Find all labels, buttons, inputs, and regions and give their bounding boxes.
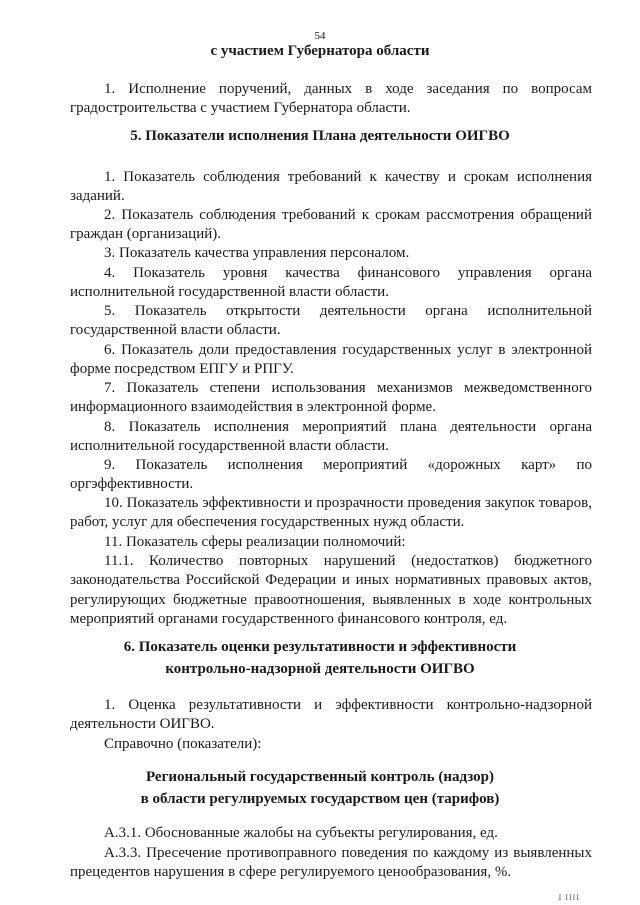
paragraph: 1. Оценка результативности и эффективности контрольно-надзорной деятельности ОИГВО.: [70, 697, 592, 733]
page-number: 54: [314, 30, 326, 42]
section-heading: с участием Губернатора области: [210, 43, 430, 59]
paragraph: 6. Показатель доли предоставления государственных услуг в электронной форме посредством ЕПГУ и РПГУ.: [70, 342, 592, 378]
section-heading-line: контрольно-надзорной деятельности ОИГВО: [165, 661, 475, 677]
paragraph: 2. Показатель соблюдения требований к срокам рассмотрения обращений граждан (организаций).: [70, 207, 592, 243]
section-heading: 5. Показатели исполнения Плана деятельности ОИГВО: [130, 128, 510, 144]
footer-mark: I IIII: [558, 893, 580, 902]
paragraph: 11.1. Количество повторных нарушений (недостатков) бюджетного законодательства Российской Федерации и иных нормативных правовых актов, регулирующих бюджетные правоотношения, выявленных в ходе контрольных мероприятий органами государственного финансового контроля, ед.: [70, 553, 592, 627]
paragraph: 1. Показатель соблюдения требований к качеству и срокам исполнения заданий.: [70, 169, 592, 205]
paragraph: 9. Показатель исполнения мероприятий «дорожных карт» по оргэффективности.: [70, 457, 592, 493]
paragraph: 10. Показатель эффективности и прозрачности проведения закупок товаров, работ, услуг для обеспечения государственных нужд области.: [70, 495, 592, 531]
paragraph: 11. Показатель сферы реализации полномочий:: [104, 534, 406, 550]
paragraph: 3. Показатель качества управления персоналом.: [104, 245, 410, 261]
section-heading-line: Региональный государственный контроль (надзор): [145, 769, 495, 785]
paragraph: Справочно (показатели):: [104, 736, 262, 752]
paragraph: 5. Показатель открытости деятельности органа исполнительной государственной власти области.: [70, 303, 592, 339]
paragraph: 7. Показатель степени использования механизмов межведомственного информационного взаимодействия в электронной форме.: [70, 380, 592, 416]
paragraph: А.3.3. Пресечение противоправного поведения по каждому из выявленных прецедентов нарушения в сфере регулируемого ценообразования, %.: [70, 845, 592, 881]
paragraph: 1. Исполнение поручений, данных в ходе заседания по вопросам градостроительства с участием Губернатора области.: [70, 81, 592, 117]
paragraph: А.3.1. Обоснованные жалобы на субъекты регулирования, ед.: [104, 825, 498, 841]
section-heading-line: в области регулируемых государством цен (тарифов): [140, 791, 500, 807]
section-heading-line: 6. Показатель оценки результативности и эффективности: [123, 639, 517, 655]
paragraph: 4. Показатель уровня качества финансового управления органа исполнительной государственной власти области.: [70, 265, 592, 301]
paragraph: 8. Показатель исполнения мероприятий плана деятельности органа исполнительной государственной власти области.: [70, 419, 592, 455]
